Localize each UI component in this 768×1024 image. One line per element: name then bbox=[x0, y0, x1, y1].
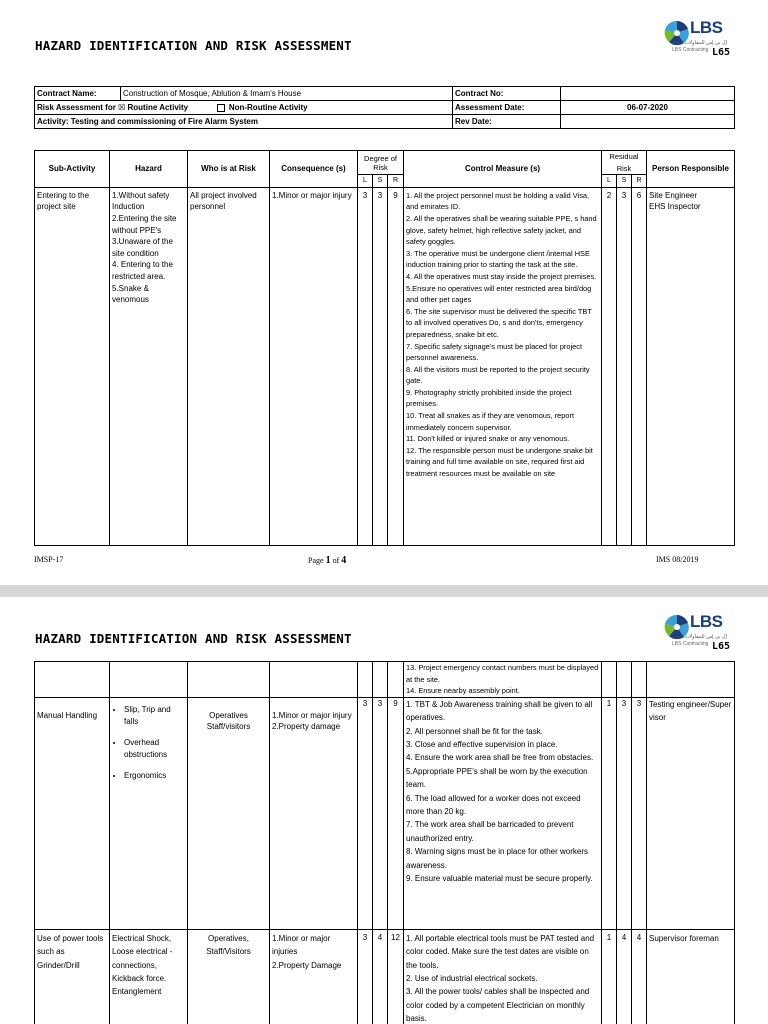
control-item: 5.Appropriate PPE's shall be worn by the execution team. bbox=[406, 766, 588, 790]
severity-cell: 3 bbox=[373, 697, 388, 929]
hazard-item: 3.Unaware of the site condition bbox=[112, 237, 173, 258]
control-item: 7. The work area shall be barricaded to prevent unauthorized entry. bbox=[406, 820, 574, 843]
control-item: 12. The responsible person must be undergone snake bit training and full time available on site, required first aid treatment resources must be available on site bbox=[406, 445, 593, 479]
hazard-cell bbox=[110, 697, 188, 929]
person-item: EHS Inspector bbox=[649, 202, 701, 212]
contract-no-label: Contract No: bbox=[453, 87, 561, 101]
control-item: 4. Ensure the work area shall be free from obstacles. bbox=[406, 753, 594, 763]
consequence-item: 2.Property damage bbox=[272, 722, 341, 732]
control-item: 6. The site supervisor must be delivered the specific TBT to all involved operatives Do, s and don'ts, emergency preparedness, snake bit etc. bbox=[406, 306, 592, 339]
header-control: Control Measure (s) bbox=[404, 151, 602, 188]
page-prefix: Page bbox=[308, 556, 326, 565]
header-rs: S bbox=[617, 175, 632, 188]
document-title: HAZARD IDENTIFICATION AND RISK ASSESSMENT bbox=[35, 38, 352, 53]
who-cell: Operatives, Staff/Visitors bbox=[188, 929, 270, 1024]
nonroutine-checkbox[interactable] bbox=[217, 104, 225, 112]
person-cell: Testing engineer/Super visor bbox=[647, 697, 735, 929]
assessment-date-value: 06-07-2020 bbox=[561, 101, 735, 115]
consequence-cell bbox=[270, 697, 358, 929]
control-item: 9. Photography strictly prohibited inside the project premises. bbox=[406, 387, 572, 409]
risk-assessment-label: Risk Assessment for bbox=[37, 103, 116, 112]
hazard-item: 5.Snake & venomous bbox=[112, 283, 149, 305]
risk-table-page-1 bbox=[34, 150, 735, 546]
residual-l-cell: 2 bbox=[602, 187, 617, 545]
logo-subtext: LBS Contracting bbox=[672, 641, 709, 647]
risk-cell: 9 bbox=[388, 187, 404, 545]
sub-activity-cell: Entering to the project site bbox=[35, 187, 110, 545]
table-row bbox=[35, 697, 735, 929]
logo-arabic: إل بي إس للمقاولات ذ.م.م bbox=[672, 634, 727, 640]
page-of: of bbox=[330, 556, 342, 565]
hazard-item: 1.Without safety Induction bbox=[112, 190, 170, 212]
table-row bbox=[35, 929, 735, 1024]
routine-checkbox[interactable]: ☒ bbox=[118, 103, 126, 112]
info-table bbox=[34, 86, 735, 129]
residual-r-cell: 3 bbox=[632, 697, 647, 929]
header-degree: Degree of Risk bbox=[358, 151, 404, 175]
control-item: 8. Warning signs must be in place for other workers awareness. bbox=[406, 847, 589, 870]
likelihood-cell: 3 bbox=[358, 697, 373, 929]
residual-s-cell: 3 bbox=[617, 187, 632, 545]
likelihood-cell: 3 bbox=[358, 929, 373, 1024]
table-row bbox=[35, 187, 735, 545]
header-consequence: Consequence (s) bbox=[270, 151, 358, 188]
hazard-item: 4. Entering to the restricted area. bbox=[112, 260, 173, 281]
control-item: 2. All the operatives shall be wearing suitable PPE, s hand glove, safety helmet, high reflective safety jacket, and safety goggles. bbox=[406, 213, 597, 247]
likelihood-cell: 3 bbox=[358, 187, 373, 545]
control-item: 8. All the visitors must be reported to the project security gate. bbox=[406, 364, 590, 386]
page-total: 4 bbox=[341, 555, 347, 566]
sub-activity-cell: Manual Handling bbox=[35, 697, 110, 929]
sub-activity-cell: Use of power tools such as Grinder/Drill bbox=[35, 929, 110, 1024]
page-num: 1 bbox=[325, 555, 331, 566]
consequence-item: 2.Property Damage bbox=[272, 960, 342, 970]
footer-left: IMSP-17 bbox=[34, 555, 64, 564]
activity-label: Activity: Testing and commissioning of Fire Alarm System bbox=[35, 115, 453, 129]
control-item: 2. Use of industrial electrical sockets. bbox=[406, 974, 538, 983]
header-r: R bbox=[388, 175, 404, 188]
company-logo bbox=[664, 18, 744, 68]
hazard-item: • Overhead obstructions bbox=[124, 737, 185, 761]
hazard-item: Entanglement bbox=[112, 987, 162, 997]
control-cell bbox=[404, 187, 602, 545]
control-item: 2. All personnel shall be fit for the task. bbox=[406, 726, 543, 736]
consequence-cell bbox=[270, 929, 358, 1024]
control-item: 6. The load allowed for a worker does not exceed more than 20 kg. bbox=[406, 793, 581, 817]
risk-cell: 12 bbox=[388, 929, 404, 1024]
document-page-2 bbox=[0, 597, 768, 1024]
control-item: 1. All the project personnel must be holding a valid Visa, and emirates ID. bbox=[406, 190, 590, 212]
control-cell bbox=[404, 662, 602, 698]
person-cell bbox=[647, 187, 735, 545]
header-rl: L bbox=[602, 175, 617, 188]
risk-assessment-for bbox=[35, 101, 453, 115]
control-item: 1. TBT & Job Awareness training shall be given to all operatives. bbox=[406, 699, 593, 723]
doc-code: L65 bbox=[712, 47, 731, 58]
residual-s-cell: 4 bbox=[617, 929, 632, 1024]
hazard-item: • Ergonomics bbox=[124, 770, 185, 782]
residual-l-cell: 1 bbox=[602, 929, 617, 1024]
residual-l-cell: 1 bbox=[602, 697, 617, 929]
routine-label: Routine Activity bbox=[127, 103, 189, 112]
risk-cell: 9 bbox=[388, 697, 404, 929]
header-sub-activity: Sub-Activity bbox=[35, 151, 110, 188]
control-item: 11. Don't killed or injured snake or any venomous. bbox=[406, 434, 570, 444]
control-item: 10. Treat all snakes as if they are venomous, report immediately concern supervisor. bbox=[406, 411, 575, 432]
control-item: 3. Close and effective supervision in place. bbox=[406, 740, 558, 749]
logo-subtext: LBS Contracting bbox=[672, 47, 709, 53]
footer-right: IMS 08/2019 bbox=[656, 555, 699, 564]
control-item: 14. Ensure nearby assembly point. bbox=[406, 686, 520, 696]
control-cell bbox=[404, 697, 602, 929]
header-rr: R bbox=[632, 175, 647, 188]
risk-table-page-2 bbox=[34, 661, 735, 1024]
hazard-item: 2.Entering the site without PPE's bbox=[112, 213, 177, 235]
hazard-item: Loose electrical -connections, bbox=[112, 947, 173, 970]
control-item: 3. The operative must be undergone client /internal HSE induction training prior to starting the task at the site. bbox=[406, 248, 590, 270]
header-hazard: Hazard bbox=[110, 151, 188, 188]
control-item: 9. Ensure valuable material must be secure properly. bbox=[406, 874, 593, 884]
nonroutine-label: Non-Routine Activity bbox=[228, 103, 308, 112]
footer-page bbox=[308, 555, 346, 566]
person-cell: Supervisor foreman bbox=[647, 929, 735, 1024]
who-cell: All project involved personnel bbox=[188, 187, 270, 545]
control-item: 7. Specific safety signage's must be placed for project personnel awareness. bbox=[406, 341, 583, 363]
rev-date-value bbox=[561, 115, 735, 129]
consequence-item: 1.Minor or major injury bbox=[272, 710, 352, 720]
company-logo bbox=[664, 612, 744, 662]
rev-date-label: Rev Date: bbox=[453, 115, 561, 129]
control-item: 3. All the power tools/ cables shall be inspected and color coded by a competent Electrician on monthly basis. bbox=[406, 987, 590, 1024]
header-who: Who is at Risk bbox=[188, 151, 270, 188]
hazard-item: • Slip, Trip and falls bbox=[124, 704, 185, 728]
residual-r-cell: 6 bbox=[632, 187, 647, 545]
hazard-cell bbox=[110, 929, 188, 1024]
hazard-item: Kickback force. bbox=[112, 974, 167, 983]
contract-no-value bbox=[561, 87, 735, 101]
header-l: L bbox=[358, 175, 373, 188]
consequence-cell: 1.Minor or major injury bbox=[270, 187, 358, 545]
residual-r-cell: 4 bbox=[632, 929, 647, 1024]
control-item: 5.Ensure no operatives will enter restricted area bird/dog and other pet cages bbox=[406, 283, 592, 305]
residual-s-cell: 3 bbox=[617, 697, 632, 929]
control-cell bbox=[404, 929, 602, 1024]
assessment-date-label: Assessment Date: bbox=[453, 101, 561, 115]
header-person: Person Responsible bbox=[647, 151, 735, 188]
hazard-item: Electrical Shock, bbox=[112, 933, 172, 943]
consequence-item: 1.Minor or major injuries bbox=[272, 933, 331, 957]
person-item: Site Engineer bbox=[649, 190, 698, 200]
header-s: S bbox=[373, 175, 388, 188]
logo-text: LBS bbox=[690, 612, 723, 631]
doc-code: L65 bbox=[712, 641, 731, 652]
control-item: 1. All portable electrical tools must be PAT tested and color coded. Make sure the test dates are visible on the tools. bbox=[406, 933, 595, 970]
who-cell: Operatives Staff/visitors bbox=[188, 697, 270, 929]
table-row bbox=[35, 662, 735, 698]
control-item: 13. Project emergency contact numbers must be displayed at the site. bbox=[406, 663, 599, 684]
severity-cell: 4 bbox=[373, 929, 388, 1024]
contract-name-label: Contract Name: bbox=[35, 87, 121, 101]
contract-name-value: Construction of Mosque, Ablution & Imam's House bbox=[121, 87, 453, 101]
severity-cell: 3 bbox=[373, 187, 388, 545]
logo-text: LBS bbox=[690, 18, 723, 37]
header-residual: Residual Risk bbox=[602, 151, 647, 175]
control-item: 4. All the operatives must stay inside the project premises. bbox=[406, 271, 597, 281]
document-title: HAZARD IDENTIFICATION AND RISK ASSESSMENT bbox=[35, 631, 352, 646]
logo-arabic: إل بي إس للمقاولات ذ.م.م bbox=[672, 40, 727, 46]
hazard-cell bbox=[110, 187, 188, 545]
